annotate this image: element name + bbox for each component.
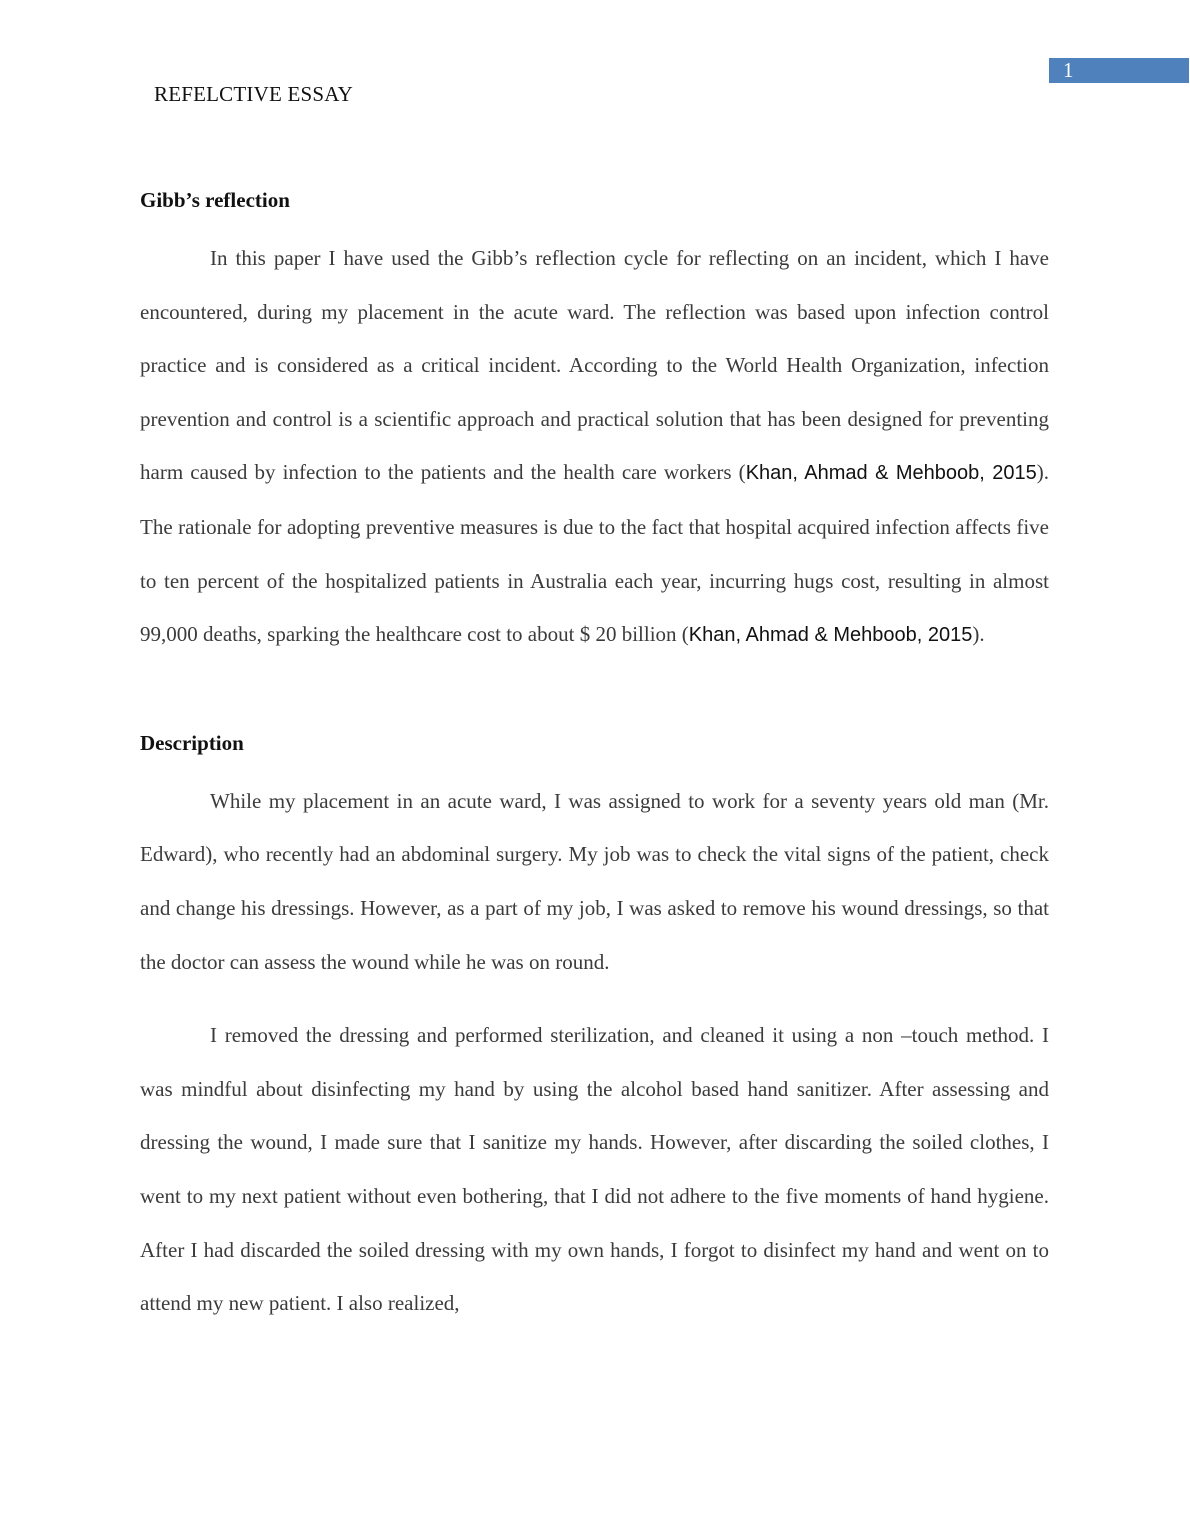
paragraph-gibbs-intro [140, 232, 1049, 663]
paragraph-text: ). The rationale for adopting preventive measures is due to the fact that hospital acquired infection affects five to ten percent of the hospitalized patients in Australia each year, incurring hugs cost, resulting in almost 99,000 deaths, sparking the healthcare cost to about $ 20 billion ( [140, 460, 1050, 647]
paragraph-description-2: I removed the dressing and performed sterilization, and cleaned it using a non –touch method. I was mindful about disinfecting my hand by using the alcohol based hand sanitizer. After assessing and dressing the wound, I made sure that I sanitize my hands. However, after discarding the soiled clothes, I went to my next patient without even bothering, that I did not adhere to the five moments of hand hygiene. After I had discarded the soiled dressing with my own hands, I forgot to disinfect my hand and went on to attend my new patient. I also realized, [140, 1023, 1049, 1316]
paragraph-description-1: While my placement in an acute ward, I was assigned to work for a seventy years old man (Mr. Edward), who recently had an abdominal surgery. My job was to check the vital signs of the patient, check and change his dressings. However, as a part of my job, I was asked to remove his wound dressings, so that the doctor can assess the wound while he was on round. [140, 788, 1049, 974]
section-heading-gibbs-reflection: Gibb’s reflection [140, 188, 290, 212]
page-number: 1 [1063, 58, 1074, 82]
paragraph-text: ). [972, 622, 985, 647]
section-heading-description: Description [140, 730, 244, 755]
citation: Khan, Ahmad & Mehboob, 2015 [688, 624, 973, 647]
running-head: REFELCTIVE ESSAY [154, 82, 354, 106]
document-body [140, 184, 1049, 1331]
paragraph-text: In this paper I have used the Gibb’s reflection cycle for reflecting on an incident, which I have encountered, during my placement in the acute ward. The reflection was based upon infection control practice and is considered as a critical incident. According to the World Health Organization, infection prevention and control is a scientific approach and practical solution that has been designed for preventing harm caused by infection to the patients and the health care workers ( [140, 246, 1049, 485]
citation: Khan, Ahmad & Mehboob, 2015 [745, 462, 1037, 485]
page-number-bar [1049, 58, 1189, 83]
